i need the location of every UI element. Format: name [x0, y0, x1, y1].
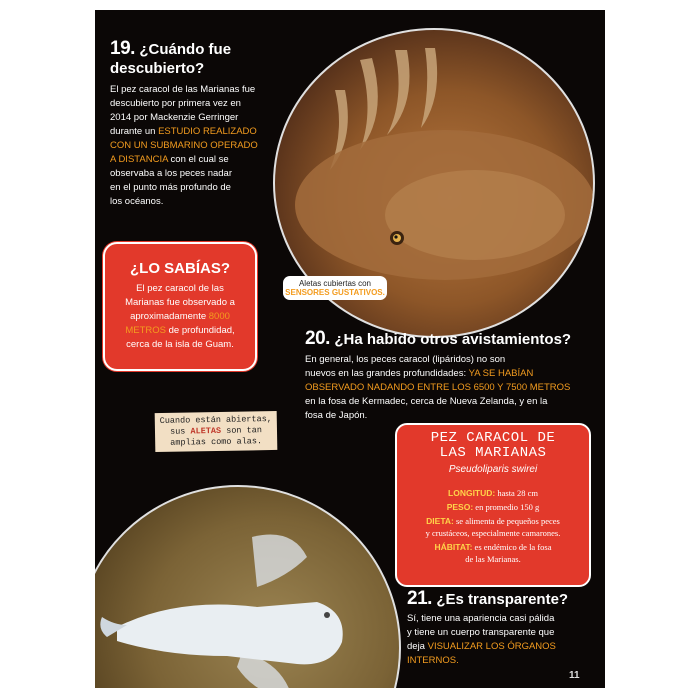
q21-line3 [407, 640, 597, 654]
q19-body-line [110, 83, 285, 97]
card-title-line1: PEZ CARACOL DE [430, 430, 556, 446]
did-you-know-text [115, 282, 245, 352]
q19-body-line [110, 139, 285, 153]
q20-body-line-highlight: YA SE HABÍAN [468, 368, 534, 379]
q19-body-line [110, 125, 285, 139]
q20-body-line [305, 409, 603, 423]
q21-line2: y tiene un cuerpo transparente que [407, 627, 555, 638]
fact-length [401, 487, 585, 499]
fact-weight-value: en promedio 150 g [473, 502, 540, 512]
fact-diet-value2: y crustáceos, especialmente camarones. [425, 528, 561, 538]
did-you-know-line-pre: Marianas fue observado a [125, 297, 235, 308]
question-19-heading [110, 38, 231, 60]
fact-habitat [401, 541, 585, 553]
card-title [397, 431, 589, 461]
question-21-title: ¿Es transparente? [436, 591, 569, 608]
q19-body-line-pre: 2014 por Mackenzie Gerringer [110, 112, 239, 123]
fins-note-line3: amplias como alas. [170, 436, 263, 448]
question-21-body [407, 612, 597, 668]
q20-body-line-pre: en la fosa de Kermadec, cerca de Nueva Zelanda, y en la [305, 396, 548, 407]
q19-body-line-pre: observaba a los peces nadar [110, 168, 232, 179]
did-you-know-line-highlight: METROS [125, 325, 166, 336]
q19-body-line [110, 97, 285, 111]
fact-habitat-value2: de las Marianas. [465, 554, 521, 564]
question-20-number: 20. [305, 328, 330, 349]
q19-body-line-pre: los océanos. [110, 196, 164, 207]
q19-body-line [110, 181, 285, 195]
did-you-know-line [115, 324, 245, 338]
did-you-know-line-post: de profundidad, [165, 325, 235, 336]
q19-body-line-post: con el cual se [167, 154, 229, 165]
fins-note-line2-pre: sus [169, 426, 191, 437]
did-you-know-line-pre: aproximadamente [130, 311, 209, 322]
card-scientific-name: Pseudoliparis swirei [448, 464, 538, 475]
question-20-heading [305, 328, 571, 350]
fins-note-line2-post: son tan [220, 425, 262, 436]
q19-body-line [110, 111, 285, 125]
q21-line1: Sí, tiene una apariencia casi pálida [407, 613, 555, 624]
q21-line3-highlight: VISUALIZAR LOS ÓRGANOS [427, 641, 556, 652]
fact-length-value: hasta 28 cm [495, 488, 538, 498]
q19-body-line [110, 167, 285, 181]
question-21-number: 21. [407, 588, 432, 609]
fact-diet [401, 515, 585, 527]
caption-line1: Aletas cubiertas con [298, 279, 372, 288]
fins-note [155, 411, 278, 452]
did-you-know-title: ¿LO SABÍAS? [130, 260, 230, 277]
fact-habitat-value: es endémico de la fosa [472, 542, 552, 552]
fact-weight [401, 501, 585, 513]
q21-line4-highlight: INTERNOS. [407, 655, 459, 666]
q19-body-line [110, 195, 285, 209]
q19-body-line-pre: El pez caracol de las Marianas fue [110, 84, 256, 95]
question-19-title-line2: descubierto? [110, 60, 205, 77]
q20-body-line-pre: nuevos en las grandes profundidades: [305, 368, 469, 379]
fact-habitat-label: HÁBITAT: [434, 542, 473, 552]
q19-body-line [110, 153, 285, 167]
q20-body-line-pre: fosa de Japón. [305, 410, 368, 421]
q19-body-line-pre: descubierto por primera vez en [110, 98, 241, 109]
q19-body-line-pre: en el punto más profundo de [110, 182, 231, 193]
q19-body-line-highlight: A DISTANCIA [110, 154, 168, 165]
card-facts [401, 487, 585, 565]
fact-diet-label: DIETA: [426, 516, 454, 526]
did-you-know-line [115, 282, 245, 296]
question-19-title-line1: ¿Cuándo fue [139, 41, 232, 58]
q19-body-line-highlight: ESTUDIO REALIZADO [158, 126, 257, 137]
did-you-know-line [115, 296, 245, 310]
snailfish-body-illustration [95, 487, 399, 688]
q20-body-line-pre: En general, los peces caracol (lipáridos) no son [305, 354, 506, 365]
question-19-number: 19. [110, 38, 135, 59]
did-you-know-line [115, 310, 245, 324]
species-fact-card [395, 423, 591, 587]
book-page [95, 10, 605, 688]
fact-weight-label: PESO: [446, 502, 474, 512]
fact-diet-value: se alimenta de pequeños peces [453, 516, 560, 526]
fins-note-line2-highlight: ALETAS [190, 425, 222, 437]
snailfish-seafloor-photo [95, 485, 401, 688]
question-19-body [110, 83, 285, 209]
q20-body-line [305, 395, 603, 409]
question-20-title: ¿Ha habido otros avistamientos? [334, 331, 572, 348]
question-20-body [305, 353, 603, 423]
q20-body-line [305, 367, 603, 381]
did-you-know-line [115, 338, 245, 352]
q20-body-line [305, 353, 603, 367]
fins-note-line1: Cuando están abiertas, [159, 414, 272, 426]
fact-length-label: LONGITUD: [448, 488, 496, 498]
page-number: 11 [569, 670, 580, 681]
did-you-know-box [103, 242, 257, 371]
q19-body-line-highlight: CON UN SUBMARINO OPERADO [110, 140, 258, 151]
fin-sensor-caption [283, 276, 387, 300]
caption-line2: SENSORES GUSTATIVOS. [285, 288, 385, 297]
question-21-heading [407, 588, 568, 610]
q20-body-line-highlight: OBSERVADO NADANDO ENTRE LOS 6500 Y 7500 METROS [305, 382, 571, 393]
q19-body-line-pre: durante un [110, 126, 159, 137]
did-you-know-line-highlight: 8000 [208, 311, 230, 322]
did-you-know-line-pre: El pez caracol de las [136, 283, 224, 294]
did-you-know-line-pre: cerca de la isla de Guam. [126, 339, 234, 350]
q20-body-line [305, 381, 603, 395]
q21-line3-pre: deja [407, 641, 428, 652]
card-title-line2: LAS MARIANAS [439, 445, 547, 461]
